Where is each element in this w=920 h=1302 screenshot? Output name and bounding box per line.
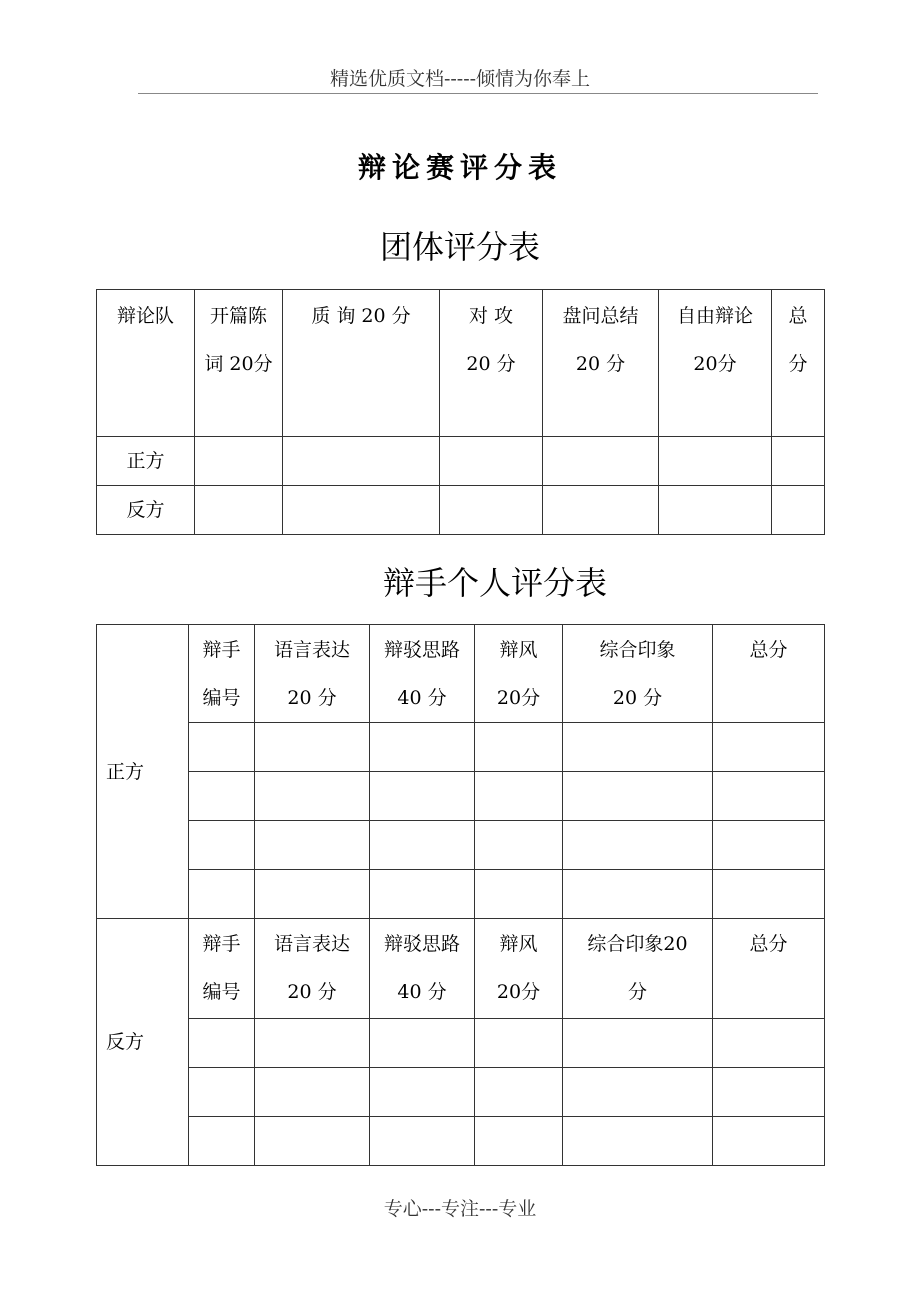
score-cell[interactable] <box>713 723 825 772</box>
score-cell[interactable] <box>370 1019 475 1068</box>
team-header-cell: 质 询 20 分 <box>283 290 440 437</box>
score-cell[interactable] <box>195 486 283 535</box>
score-cell[interactable] <box>713 1019 825 1068</box>
header-rule <box>138 93 818 94</box>
team-row <box>97 486 825 535</box>
score-cell[interactable] <box>475 772 563 821</box>
team-header-cell: 盘问总结 20 分 <box>543 290 659 437</box>
page-footer: 专心---专注---专业 <box>383 1198 537 1220</box>
team-header-cell: 总分 <box>772 290 825 437</box>
score-cell[interactable] <box>189 870 255 919</box>
score-cell[interactable] <box>543 437 659 486</box>
score-cell[interactable] <box>772 486 825 535</box>
score-cell[interactable] <box>475 870 563 919</box>
ind-header-cell: 总分 <box>713 625 825 723</box>
affirmative-debater-row <box>97 772 825 821</box>
ind-header-cell: 语言表达 20 分 <box>255 625 370 723</box>
score-cell[interactable] <box>563 772 713 821</box>
score-cell[interactable] <box>563 1117 713 1166</box>
score-cell[interactable] <box>189 821 255 870</box>
score-cell[interactable] <box>475 1068 563 1117</box>
score-cell[interactable] <box>283 437 440 486</box>
ind-header-cell: 语言表达 20 分 <box>255 919 370 1019</box>
affirmative-debater-row <box>97 821 825 870</box>
score-cell[interactable] <box>189 1117 255 1166</box>
negative-side-label: 反方 <box>97 919 189 1166</box>
team-header-cell: 辩论队 <box>97 290 195 437</box>
individual-score-title: 辩手个人评分表 <box>382 564 607 602</box>
ind-header-cell: 辩驳思路 40 分 <box>370 625 475 723</box>
score-cell[interactable] <box>370 870 475 919</box>
ind-header-cell: 综合印象 20 分 <box>563 625 713 723</box>
negative-debater-row <box>97 1117 825 1166</box>
score-cell[interactable] <box>713 1068 825 1117</box>
score-cell[interactable] <box>283 486 440 535</box>
score-cell[interactable] <box>189 1068 255 1117</box>
negative-debater-row <box>97 1019 825 1068</box>
team-header-cell: 对 攻 20 分 <box>440 290 543 437</box>
ind-header-cell: 综合印象20 分 <box>563 919 713 1019</box>
affirmative-header-row <box>97 625 825 723</box>
affirmative-side-label: 正方 <box>97 625 189 919</box>
score-cell[interactable] <box>713 870 825 919</box>
score-cell[interactable] <box>475 1019 563 1068</box>
score-cell[interactable] <box>370 821 475 870</box>
score-cell[interactable] <box>255 772 370 821</box>
score-cell[interactable] <box>659 486 772 535</box>
score-cell[interactable] <box>563 821 713 870</box>
score-cell[interactable] <box>370 1117 475 1166</box>
team-row <box>97 437 825 486</box>
score-cell[interactable] <box>543 486 659 535</box>
ind-header-cell: 辩驳思路 40 分 <box>370 919 475 1019</box>
score-cell[interactable] <box>563 870 713 919</box>
team-row-label: 正方 <box>97 437 195 486</box>
score-cell[interactable] <box>189 723 255 772</box>
ind-header-cell: 辩风 20分 <box>475 919 563 1019</box>
team-score-title: 团体评分表 <box>379 228 540 266</box>
team-header-cell: 开篇陈词 20分 <box>195 290 283 437</box>
score-cell[interactable] <box>713 821 825 870</box>
score-cell[interactable] <box>255 1117 370 1166</box>
score-cell[interactable] <box>370 723 475 772</box>
score-cell[interactable] <box>772 437 825 486</box>
ind-header-cell: 辩风 20分 <box>475 625 563 723</box>
score-cell[interactable] <box>475 1117 563 1166</box>
negative-header-row <box>97 919 825 1019</box>
score-cell[interactable] <box>475 821 563 870</box>
score-cell[interactable] <box>255 821 370 870</box>
negative-debater-row <box>97 1068 825 1117</box>
score-cell[interactable] <box>370 772 475 821</box>
score-cell[interactable] <box>255 723 370 772</box>
score-cell[interactable] <box>440 486 543 535</box>
score-cell[interactable] <box>713 772 825 821</box>
affirmative-debater-row <box>97 723 825 772</box>
team-row-label: 反方 <box>97 486 195 535</box>
team-header-row <box>97 290 825 437</box>
score-cell[interactable] <box>370 1068 475 1117</box>
page-header: 精选优质文档-----倾情为你奉上 <box>329 68 591 90</box>
affirmative-debater-row <box>97 870 825 919</box>
score-cell[interactable] <box>713 1117 825 1166</box>
score-cell[interactable] <box>475 723 563 772</box>
team-header-cell: 自由辩论 20分 <box>659 290 772 437</box>
individual-score-table <box>96 624 825 1166</box>
ind-header-cell: 辩手编号 <box>189 919 255 1019</box>
score-cell[interactable] <box>255 1019 370 1068</box>
score-cell[interactable] <box>440 437 543 486</box>
score-cell[interactable] <box>255 870 370 919</box>
score-cell[interactable] <box>255 1068 370 1117</box>
score-cell[interactable] <box>195 437 283 486</box>
document-title: 辩论赛评分表 <box>357 151 562 184</box>
ind-header-cell: 总分 <box>713 919 825 1019</box>
score-cell[interactable] <box>563 1019 713 1068</box>
score-cell[interactable] <box>563 723 713 772</box>
score-cell[interactable] <box>189 1019 255 1068</box>
score-cell[interactable] <box>563 1068 713 1117</box>
team-score-table <box>96 289 825 535</box>
score-cell[interactable] <box>659 437 772 486</box>
score-cell[interactable] <box>189 772 255 821</box>
ind-header-cell: 辩手编号 <box>189 625 255 723</box>
